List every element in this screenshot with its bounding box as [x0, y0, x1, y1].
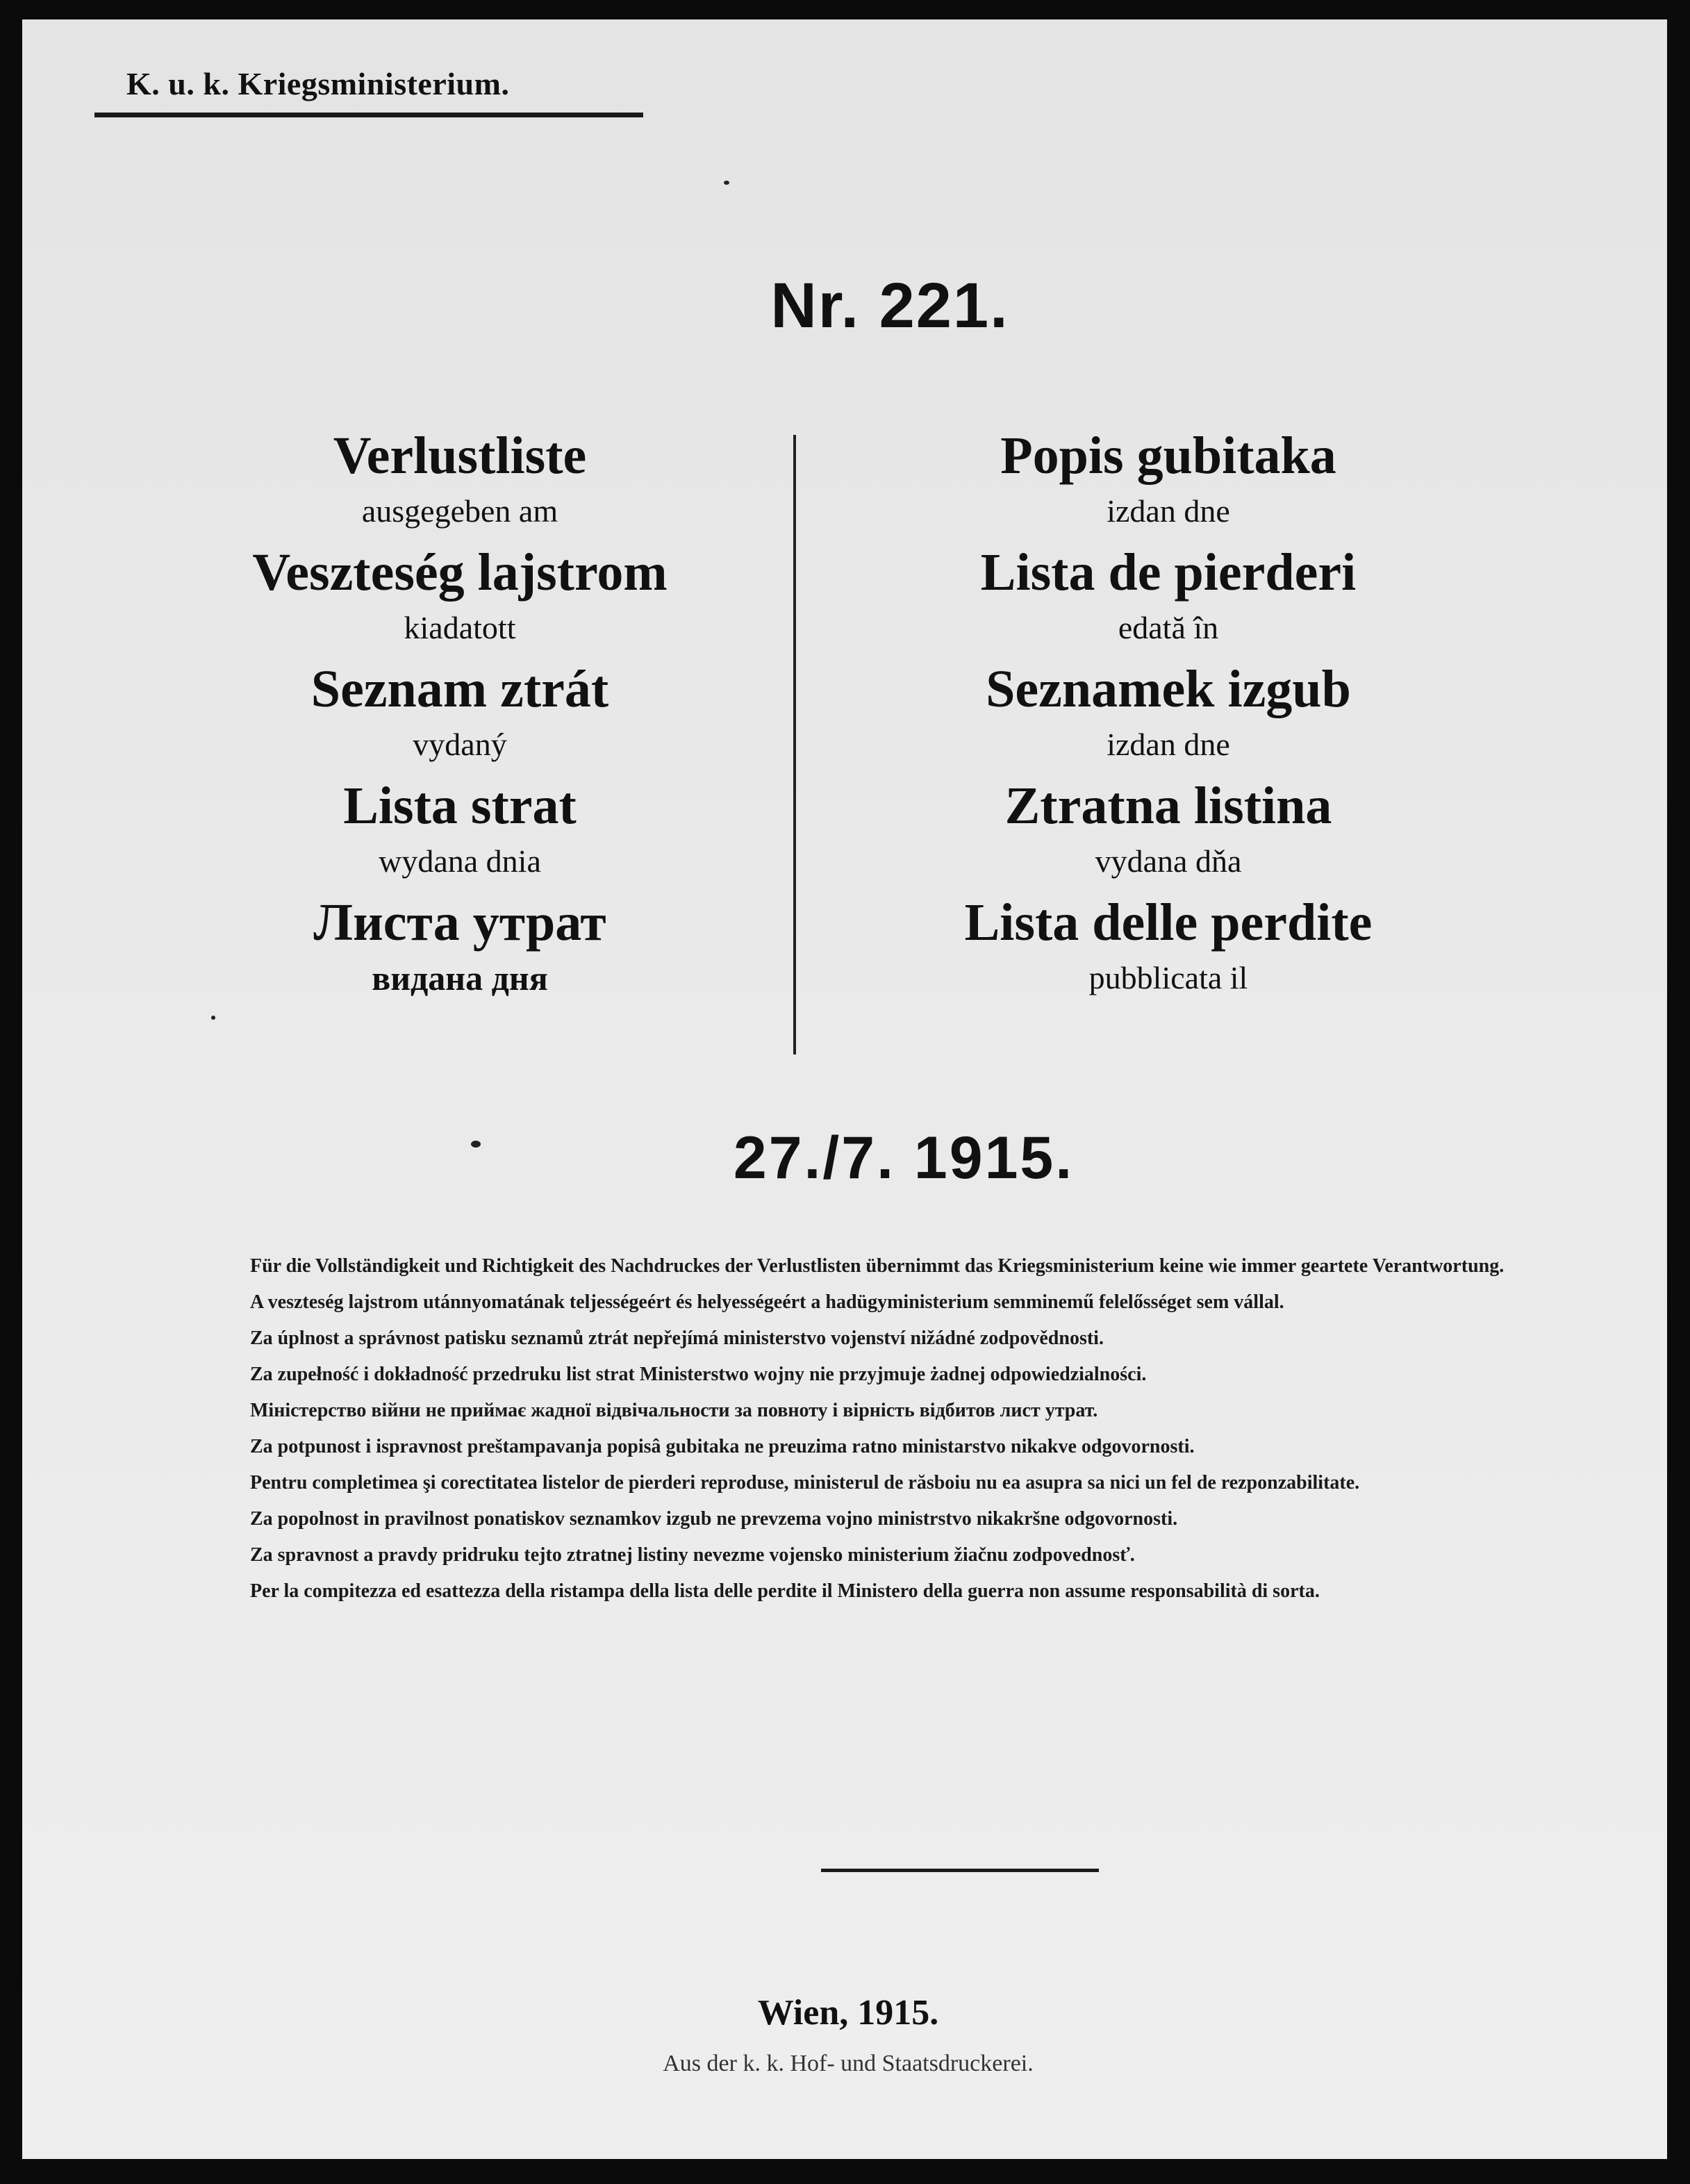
list-title: Ztratna listina: [1004, 777, 1332, 835]
column-divider: [793, 435, 796, 1054]
language-entry: [113, 539, 807, 650]
language-entry: [821, 422, 1516, 533]
language-entry: [821, 772, 1516, 884]
disclaimer-italian: Per la compitezza ed esattezza della ristampa della lista delle perdite il Ministero della guerra non assume responsabilità di sorta.: [250, 1580, 1320, 1602]
printer-line: Aus der k. k. Hof- und Staatsdruckerei.: [663, 2051, 1034, 2076]
print-speck: [471, 1141, 481, 1148]
list-subtitle: ausgegeben am: [361, 493, 558, 529]
list-subtitle: vydana dňa: [1095, 843, 1242, 879]
disclaimer-czech: Za úplnost a správnost patisku seznamů ztrát nepřejímá ministerstvo vojenství nižádné zodpovědnosti.: [250, 1327, 1104, 1349]
list-title: Lista strat: [343, 777, 577, 835]
disclaimer-german: Für die Vollständigkeit und Richtigkeit des Nachdruckes der Verlustlisten übernimmt das Kriegsministerium keine wie immer geartete Verantwortung.: [250, 1255, 1505, 1277]
document-page: [22, 19, 1667, 2159]
list-title: Seznam ztrát: [310, 660, 609, 718]
ministry-header: K. u. k. Kriegsministerium.: [126, 66, 510, 101]
list-title: Veszteség lajstrom: [252, 543, 668, 602]
list-subtitle: vydaný: [413, 727, 507, 762]
list-title: Листа утрат: [313, 893, 606, 952]
left-language-column: [113, 422, 807, 1006]
list-title: Popis gubitaka: [1000, 427, 1336, 485]
list-subtitle: izdan dne: [1107, 493, 1230, 529]
language-entry: [821, 539, 1516, 650]
publication-date: 27./7. 1915.: [733, 1125, 1075, 1191]
list-title: Lista de pierderi: [980, 543, 1357, 602]
language-entry: [113, 772, 807, 884]
issue-number: Nr. 221.: [770, 270, 1009, 341]
list-subtitle: izdan dne: [1107, 727, 1230, 762]
list-title: Seznamek izgub: [986, 660, 1351, 718]
disclaimer-croatian: Za potpunost i ispravnost preštampavanja popisâ gubitaka ne preuzima ratno ministarstvo nikakve odgovornosti.: [250, 1436, 1195, 1457]
language-entry: [113, 889, 807, 1000]
language-entry: [113, 656, 807, 767]
language-entry: [821, 656, 1516, 767]
list-subtitle: edată în: [1118, 610, 1219, 645]
list-title: Lista delle perdite: [964, 893, 1373, 952]
list-title: Verlustliste: [333, 427, 587, 485]
disclaimer-ruthenian: Міністерство війни не приймає жадної відвічальности за повноту і вірність відбитов лист утрат.: [250, 1400, 1098, 1421]
disclaimer-hungarian: A veszteség lajstrom utánnyomatának teljességeért és helyességeért a hadügyministerium semminemű felelősséget sem vállal.: [250, 1291, 1284, 1313]
print-speck: [724, 181, 729, 185]
list-subtitle: kiadatott: [404, 610, 516, 645]
footer-rule: [821, 1869, 1099, 1872]
language-entry: [821, 889, 1516, 1000]
right-language-column: [821, 422, 1516, 1006]
disclaimer-romanian: Pentru completimea şi corectitatea listelor de pierderi reproduse, ministerul de răsboiu nu ea asupra sa nici un fel de rezponzabilitate.: [250, 1472, 1360, 1494]
list-subtitle: видана дня: [372, 959, 548, 998]
language-entry: [113, 422, 807, 533]
disclaimer-block: [104, 1255, 1505, 1616]
disclaimer-slovenian: Za popolnost in pravilnost ponatiskov seznamkov izgub ne prevzema vojno ministrstvo nikakršne odgovornosti.: [250, 1508, 1178, 1530]
publication-place: Wien, 1915.: [757, 1993, 939, 2033]
disclaimer-slovak: Za spravnost a pravdy pridruku tejto ztratnej listiny nevezme vojensko ministerium žiačnu zodpovednosť.: [250, 1544, 1135, 1566]
list-subtitle: pubblicata il: [1088, 960, 1248, 995]
list-subtitle: wydana dnia: [379, 843, 541, 879]
disclaimer-polish: Za zupełność i dokładność przedruku list strat Ministerstwo wojny nie przyjmuje żadnej odpowiedzialności.: [250, 1364, 1147, 1385]
header-underline: [94, 113, 643, 117]
print-speck: [211, 1016, 215, 1020]
